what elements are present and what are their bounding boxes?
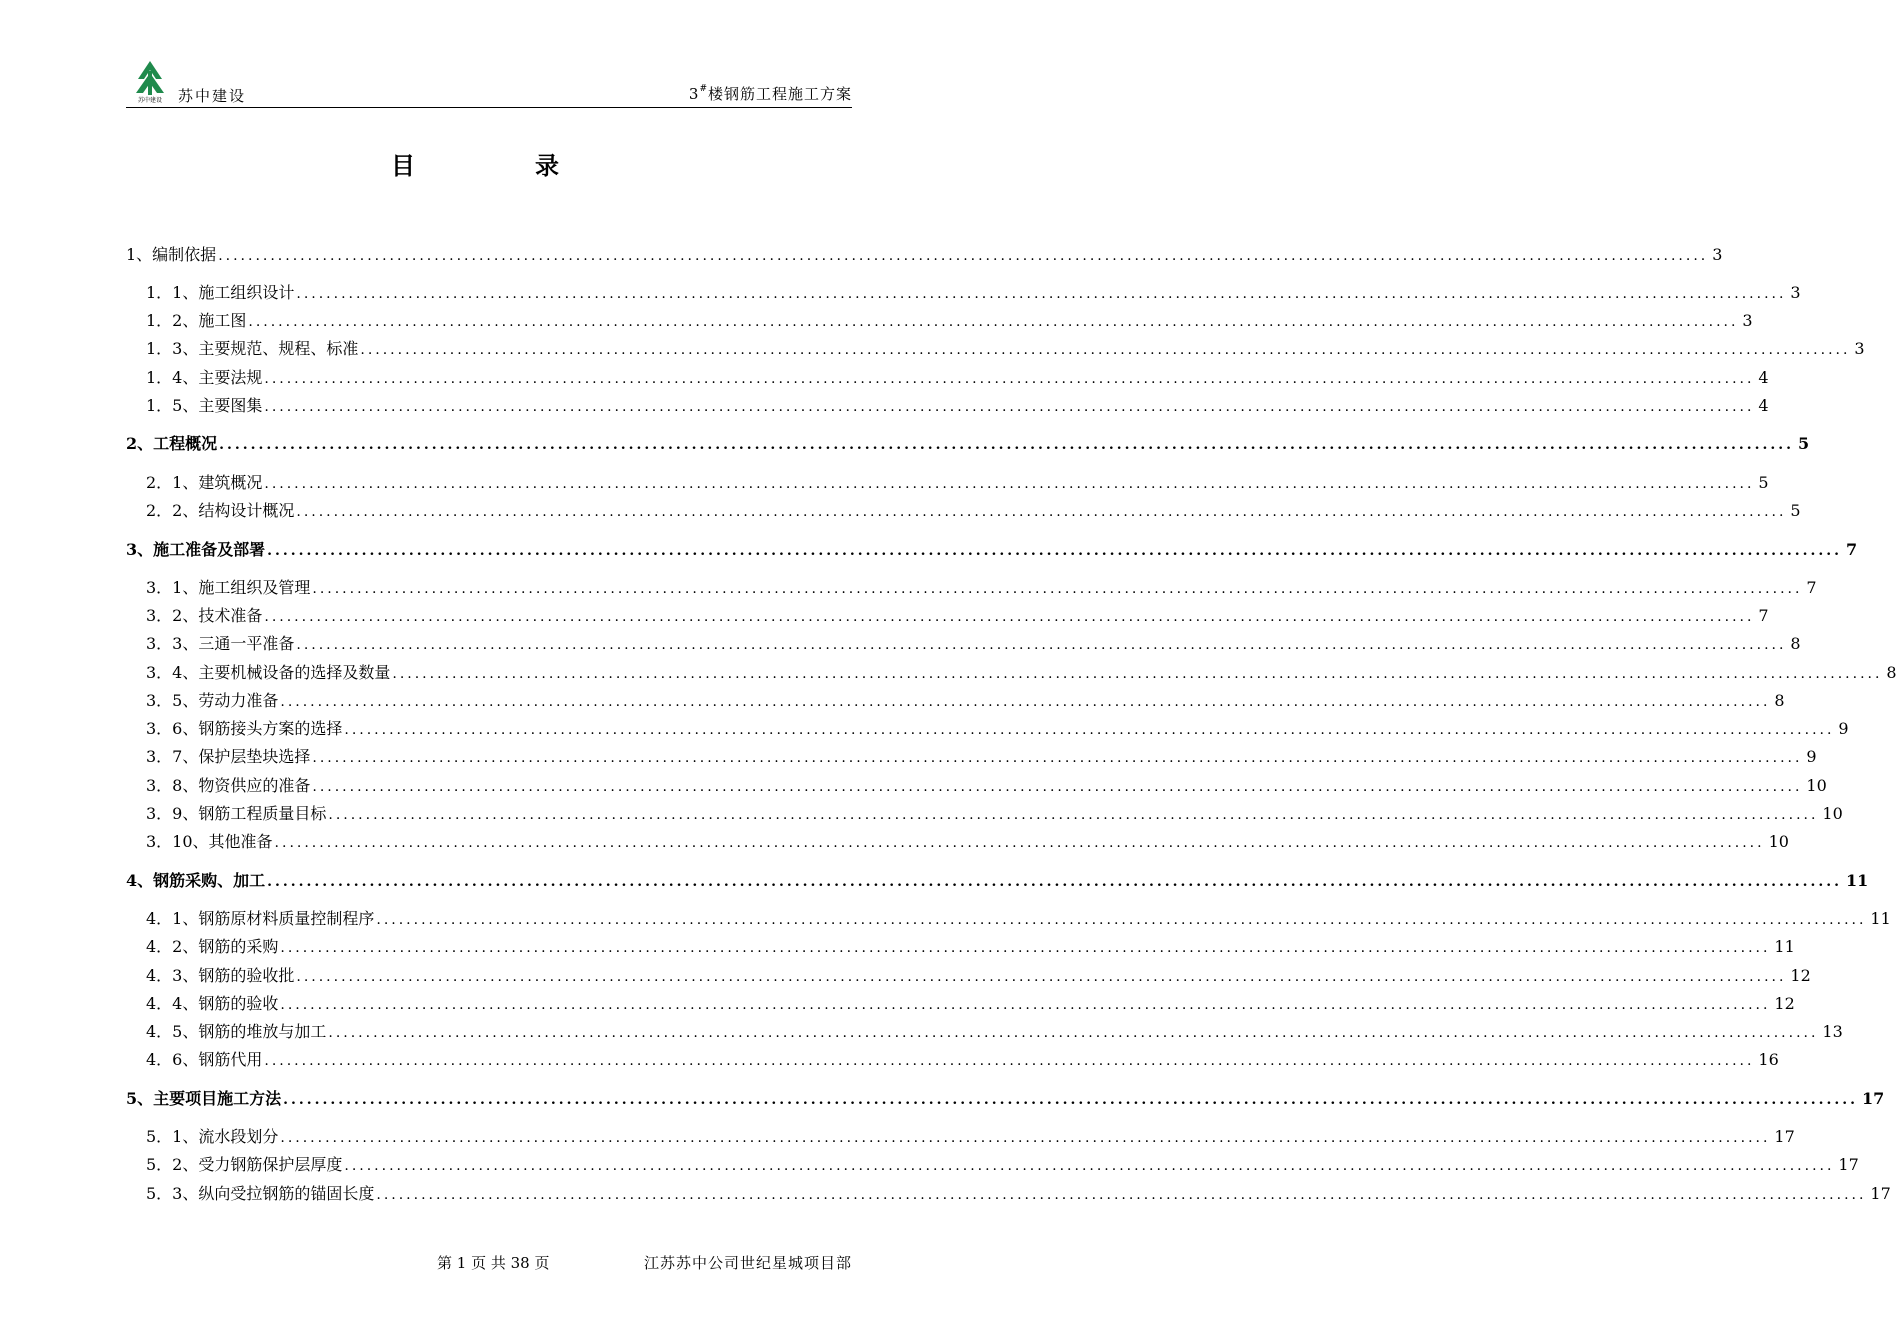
toc-leader-dots: ........................................................................................................................................................................................................ [296, 637, 1787, 653]
toc-entry[interactable] [126, 432, 1810, 456]
toc-leader-dots: ........................................................................................................................................................................................................ [264, 476, 1755, 492]
toc-entry-page: 4 [1758, 368, 1769, 387]
toc-entry-label: 1、编制依据 [126, 245, 217, 264]
toc-entry-page: 10 [1806, 776, 1827, 795]
toc-entry-page: 12 [1790, 966, 1811, 985]
toc-leader-dots: ........................................................................................................................................................................................................ [264, 371, 1755, 387]
toc-entry[interactable] [126, 499, 1801, 523]
toc-leader-dots: ........................................................................................................................................................................................................ [328, 1025, 1819, 1041]
organization-name: 江苏苏中公司世纪星城项目部 [643, 1254, 852, 1272]
toc-entry[interactable] [126, 1048, 1779, 1072]
toc-entry[interactable] [126, 1087, 1885, 1111]
toc-entry-page: 11 [1870, 909, 1891, 928]
toc-leader-dots: ........................................................................................................................................................................................................ [312, 779, 1803, 795]
toc-leader-dots: ........................................................................................................................................................................................................ [312, 750, 1803, 766]
toc-entry-label: 4、钢筋采购、加工 [126, 871, 266, 890]
company-logo-icon [132, 59, 168, 103]
toc-entry-label: 3．8、物资供应的准备 [146, 776, 311, 795]
toc-entry-page: 5 [1797, 434, 1810, 453]
toc-leader-dots: ........................................................................................................................................................................................................ [264, 609, 1755, 625]
toc-entry-page: 4 [1758, 396, 1769, 415]
toc-entry-page: 16 [1758, 1050, 1779, 1069]
toc-entry-label: 3．10、其他准备 [146, 832, 273, 851]
toc-entry-page: 3 [1790, 283, 1801, 302]
toc-entry-label: 3．5、劳动力准备 [146, 691, 279, 710]
toc-entry-label: 3．6、钢筋接头方案的选择 [146, 719, 343, 738]
toc-entry[interactable] [126, 1182, 1891, 1206]
toc-leader-dots: ........................................................................................................................................................................................................ [280, 997, 1771, 1013]
toc-leader-dots: ........................................................................................................................................................................................................ [344, 722, 1835, 738]
toc-entry-label: 5．2、受力钢筋保护层厚度 [146, 1155, 343, 1174]
toc-entry[interactable] [126, 661, 1897, 685]
toc-leader-dots: ........................................................................................................................................................................................................ [376, 912, 1867, 928]
toc-entry[interactable] [126, 717, 1849, 741]
toc-leader-dots: ........................................................................................................................................................................................................ [296, 286, 1787, 302]
toc-entry[interactable] [126, 745, 1817, 769]
toc-entry-page: 17 [1870, 1184, 1891, 1203]
page-number-info: 第 1 页 共 38 页 [437, 1254, 550, 1272]
toc-leader-dots: ........................................................................................................................................................................................................ [296, 504, 1787, 520]
toc-leader-dots: ........................................................................................................................................................................................................ [274, 835, 1765, 851]
toc-entry[interactable] [126, 689, 1785, 713]
toc-entry[interactable] [126, 632, 1801, 656]
toc-entry[interactable] [126, 935, 1795, 959]
toc-entry-page: 8 [1774, 691, 1785, 710]
toc-entry-label: 4．5、钢筋的堆放与加工 [146, 1022, 327, 1041]
toc-entry-label: 3．1、施工组织及管理 [146, 578, 311, 597]
toc-entry-label: 4．1、钢筋原材料质量控制程序 [146, 909, 375, 928]
toc-entry-page: 5 [1790, 501, 1801, 520]
toc-entry[interactable] [126, 366, 1769, 390]
toc-leader-dots: ........................................................................................................................................................................................................ [280, 940, 1771, 956]
toc-entry[interactable] [126, 281, 1801, 305]
toc-leader-dots: ........................................................................................................................................................................................................ [280, 694, 1771, 710]
document-title: 3#楼钢筋工程施工方案 [688, 84, 852, 103]
toc-leader-dots: ........................................................................................................................................................................................................ [360, 342, 1851, 358]
toc-leader-dots: ........................................................................................................................................................................................................ [218, 248, 1709, 264]
toc-entry-page: 3 [1742, 311, 1753, 330]
toc-entry-label: 2、工程概况 [126, 434, 218, 453]
toc-leader-dots: ........................................................................................................................................................................................................ [267, 543, 1842, 559]
toc-entry[interactable] [126, 1153, 1859, 1177]
toc-entry-label: 1．1、施工组织设计 [146, 283, 295, 302]
toc-entry-label: 3．7、保护层垫块选择 [146, 747, 311, 766]
toc-leader-dots: ........................................................................................................................................................................................................ [328, 807, 1819, 823]
toc-entry[interactable] [126, 907, 1891, 931]
toc-entry-label: 4．2、钢筋的采购 [146, 937, 279, 956]
toc-entry-label: 5．3、纵向受拉钢筋的锚固长度 [146, 1184, 375, 1203]
toc-entry-label: 2．1、建筑概况 [146, 473, 263, 492]
toc-leader-dots: ........................................................................................................................................................................................................ [296, 969, 1787, 985]
toc-leader-dots: ........................................................................................................................................................................................................ [267, 874, 1842, 890]
toc-entry[interactable] [126, 774, 1827, 798]
toc-entry-label: 4．3、钢筋的验收批 [146, 966, 295, 985]
toc-entry[interactable] [126, 964, 1811, 988]
toc-leader-dots: ........................................................................................................................................................................................................ [283, 1092, 1858, 1108]
toc-leader-dots: ........................................................................................................................................................................................................ [248, 314, 1739, 330]
toc-entry-label: 1．3、主要规范、规程、标准 [146, 339, 359, 358]
toc-entry[interactable] [126, 309, 1753, 333]
toc-entry-label: 4．6、钢筋代用 [146, 1050, 263, 1069]
toc-entry[interactable] [126, 471, 1769, 495]
toc-entry-page: 5 [1758, 473, 1769, 492]
toc-entry-page: 7 [1845, 540, 1858, 559]
toc-entry[interactable] [126, 992, 1795, 1016]
toc-leader-dots: ........................................................................................................................................................................................................ [312, 581, 1803, 597]
toc-entry-page: 17 [1838, 1155, 1859, 1174]
toc-entry-label: 3．9、钢筋工程质量目标 [146, 804, 327, 823]
toc-entry-label: 3．4、主要机械设备的选择及数量 [146, 663, 391, 682]
toc-entry[interactable] [126, 243, 1723, 267]
toc-entry[interactable] [126, 1125, 1795, 1149]
toc-entry-label: 3．3、三通一平准备 [146, 634, 295, 653]
toc-entry-label: 5．1、流水段划分 [146, 1127, 279, 1146]
toc-entry-label: 1．2、施工图 [146, 311, 247, 330]
toc-entry-page: 12 [1774, 994, 1795, 1013]
toc-entry-page: 17 [1774, 1127, 1795, 1146]
toc-entry-page: 7 [1806, 578, 1817, 597]
toc-leader-dots: ........................................................................................................................................................................................................ [376, 1187, 1867, 1203]
toc-leader-dots: ........................................................................................................................................................................................................ [264, 399, 1755, 415]
toc-entry[interactable] [126, 337, 1865, 361]
toc-leader-dots: ........................................................................................................................................................................................................ [219, 437, 1794, 453]
toc-entry-page: 3 [1854, 339, 1865, 358]
toc-leader-dots: ........................................................................................................................................................................................................ [264, 1053, 1755, 1069]
toc-entry[interactable] [126, 869, 1869, 893]
toc-leader-dots: ........................................................................................................................................................................................................ [280, 1130, 1771, 1146]
toc-entry-page: 8 [1886, 663, 1897, 682]
toc-entry-label: 1．5、主要图集 [146, 396, 263, 415]
toc-entry-page: 17 [1861, 1089, 1885, 1108]
company-name: 苏中建设 [178, 87, 247, 105]
toc-entry-page: 9 [1838, 719, 1849, 738]
toc-leader-dots: ........................................................................................................................................................................................................ [344, 1158, 1835, 1174]
toc-entry-page: 7 [1758, 606, 1769, 625]
toc-entry-label: 3．2、技术准备 [146, 606, 263, 625]
page-title: 目录 [391, 151, 679, 180]
toc-entry-page: 13 [1822, 1022, 1843, 1041]
toc-entry-label: 1．4、主要法规 [146, 368, 263, 387]
toc-entry-page: 11 [1774, 937, 1795, 956]
toc-entry[interactable] [126, 394, 1769, 418]
toc-entry[interactable] [126, 802, 1843, 826]
toc-entry[interactable] [126, 538, 1858, 562]
toc-entry-page: 10 [1822, 804, 1843, 823]
toc-entry-page: 10 [1768, 832, 1789, 851]
toc-entry[interactable] [126, 830, 1789, 854]
toc-entry-page: 9 [1806, 747, 1817, 766]
toc-entry-page: 8 [1790, 634, 1801, 653]
toc-entry[interactable] [126, 576, 1817, 600]
svg-text:苏中建设: 苏中建设 [137, 97, 163, 104]
toc-entry-page: 11 [1845, 871, 1869, 890]
toc-entry-page: 3 [1712, 245, 1723, 264]
toc-leader-dots: ........................................................................................................................................................................................................ [392, 666, 1883, 682]
toc-entry-label: 3、施工准备及部署 [126, 540, 266, 559]
toc-entry[interactable] [126, 1020, 1843, 1044]
toc-entry[interactable] [126, 604, 1769, 628]
toc-entry-label: 5、主要项目施工方法 [126, 1089, 282, 1108]
toc-entry-label: 2．2、结构设计概况 [146, 501, 295, 520]
toc-entry-label: 4．4、钢筋的验收 [146, 994, 279, 1013]
page-header [126, 55, 852, 108]
